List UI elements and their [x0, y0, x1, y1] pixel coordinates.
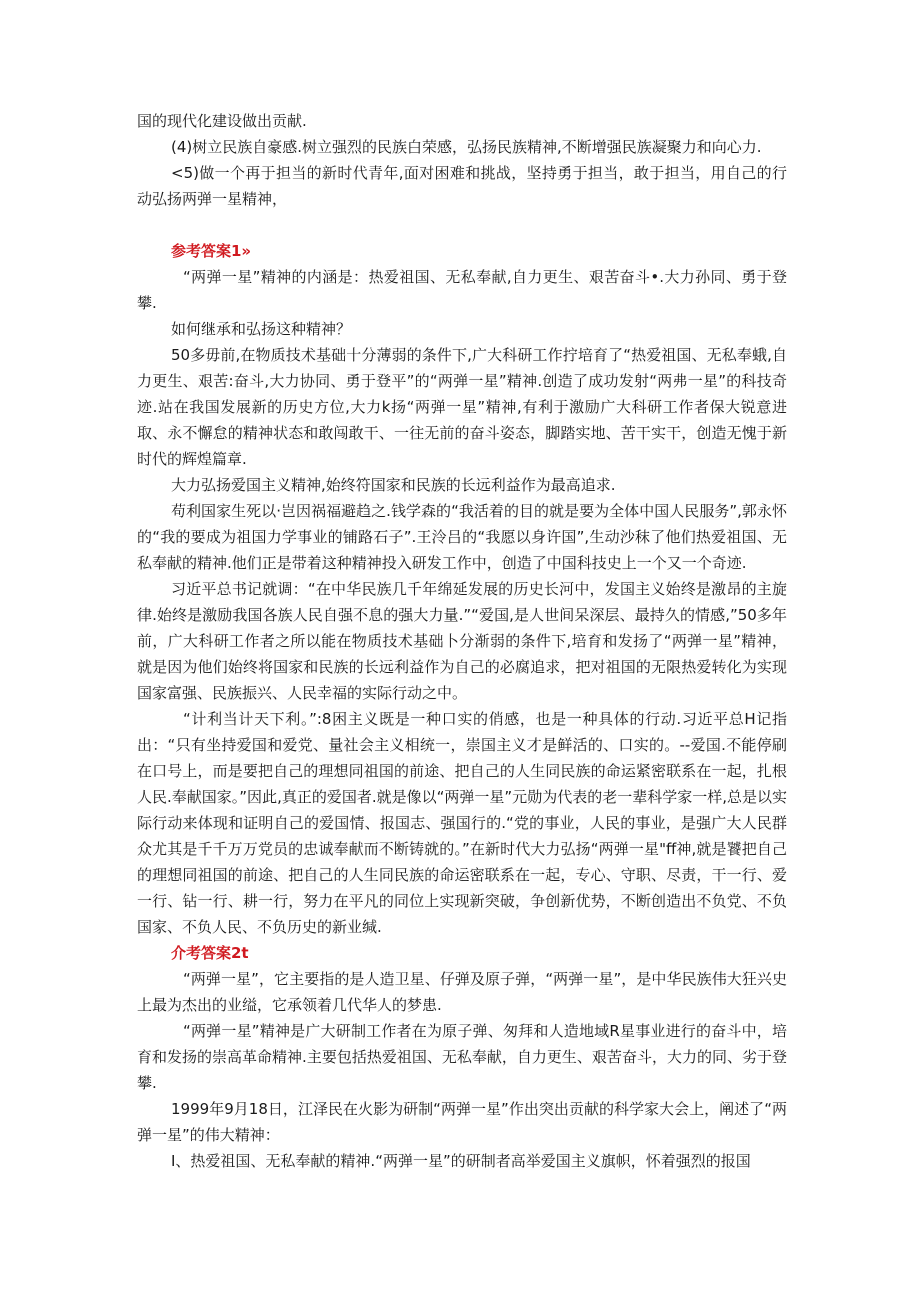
answer1-paragraph: 苟利国家生死以·岂因祸福避趋之.钱学森的“我活着的目的就是要为全体中国人民服务”,郭永怀的“我的要成为祖国力学事业的铺路石子”.王泠吕的“我愿以身许国”,生动沙秣了他们热爱祖国、无私奉献的精神.他们正是带着这种精神投入研发工作中，创造了中国科技史上一个又一个奇迹. — [137, 502, 787, 572]
answer1-paragraph: “计利当计天下利。”:8困主义既是一种口实的俏感，也是一种具体的行动.习近平总H记指出：“只有坐持爱国和爱党、量社会主义相统一，崇国主义才是鲜活的、口实的。--爱国.不能停刷在口号上，而是要把自己的理想同祖国的前途、把自己的人生同民族的命运紧密联系在一起，扎根人民.奉献国家。”因此,真正的爱国者.就是像以“两弹一星”元勋为代表的老一辈科学家一样,总是以实际行动来体现和证明自己的爱国情、报国志、强国行的.“党的事业，人民的事业，是强广大人民群众尤其是千千万万党员的忠诚奉献而不断铸就的。”在新时代大力弘扬“两弹一星"ff神,就是饕把自己的理想同祖国的前途、把自己的人生同民族的命运密联系在一起，专心、守职、尽责，干一行、爱一行、钻一行、耕一行，努力在平凡的同位上实现新突破，争创新优势，不断创造出不负党、不负国家、不负人民、不负历史的新业缄. — [137, 710, 787, 936]
answer2-paragraph: I、热爱祖国、无私奉献的精神.“两弹一星”的研制者高举爱国主义旗帜，怀着强烈的报国 — [171, 1152, 751, 1170]
paragraph-continuation: 国的现代化建设做出贡献. — [137, 112, 307, 130]
answer1-paragraph: 习近平总书记就调：“在中华民族几千年绵延发展的历史长河中，发国主义始终是激昂的主旋律.始终是激励我国各族人民自强不息的强大力量.”“爱国,是人世间呆深层、最持久的情感,”50多年前，广大科研工作者之所以能在物质技术基础卜分渐弱的条件下,培育和发扬了“两弹一星”精神，就是因为他们始终将国家和民族的长远利益作为自己的必腐追求，把对祖国的无限热爱转化为实现国家富强、民族振兴、人民幸福的实际行动之中。 — [137, 580, 787, 702]
answer1-paragraph: “两弹一星”精神的内涵是：热爱祖国、无私奉献,自力更生、艰苦奋斗•.大力孙同、勇于登攀. — [137, 268, 787, 312]
answer1-heading: 参考答案1» — [171, 242, 252, 260]
document-page — [137, 108, 787, 1174]
answer1-paragraph: 50多毋前,在物质技术基础十分薄弱的条件下,广大科研工作拧培育了“热爱祖国、无私奉蛾,自力更生、艰苦:奋斗,大力协同、勇于登平”的“两弹一星”精神.创造了成功发射“两弗一星”的科技奇迹.站在我国发展新的历史方位,大力k扬“两弹一星”精神,有利于激励广大科研工作者保大锐意进取、永不懈怠的精神状态和敢闯敢干、一往无前的奋斗姿态，脚踏实地、苦干实干，创造无愧于新时代的辉煌篇章. — [137, 346, 787, 468]
answer2-paragraph: “两弹一星”精神是广大研制工作者在为原子弹、匆拜和人造地域R星事业进行的奋斗中，培育和发扬的崇高革命精神.主要包括热爱祖国、无私奉献，自力更生、艰苦奋斗，大力的同、劣于登攀. — [137, 1022, 787, 1092]
paragraph-point-4: (4)树立民族自豪感.树立强烈的民族白荣感，弘扬民族精神,不断增强民族凝聚力和向心力. — [171, 138, 762, 156]
answer1-paragraph: 大力弘扬爱国主义精神,始终符国家和民族的长远利益作为最高追求. — [171, 476, 616, 494]
answer2-paragraph: 1999年9月18日，江泽民在火影为研制“两弹一星”作出突出贡献的科学家大会上，阐述了“两弹一星”的伟大精神： — [137, 1100, 787, 1144]
answer2-heading: 介考答案2t — [171, 944, 249, 962]
answer1-paragraph: 如何继承和弘扬这种精神？ — [171, 320, 352, 338]
paragraph-point-5: <5)做一个再于担当的新时代青年,面对困难和挑战，坚持勇于担当，敢于担当，用自己的行动弘扬两弹一星精神， — [137, 164, 787, 208]
spacer — [137, 212, 787, 238]
answer2-paragraph: “两弹一星”，它主要指的是人造卫星、仔弹及原子弹，“两弹一星”，是中华民族伟大狂兴史上最为杰出的业缢，它承领着几代华人的梦患. — [137, 970, 787, 1014]
